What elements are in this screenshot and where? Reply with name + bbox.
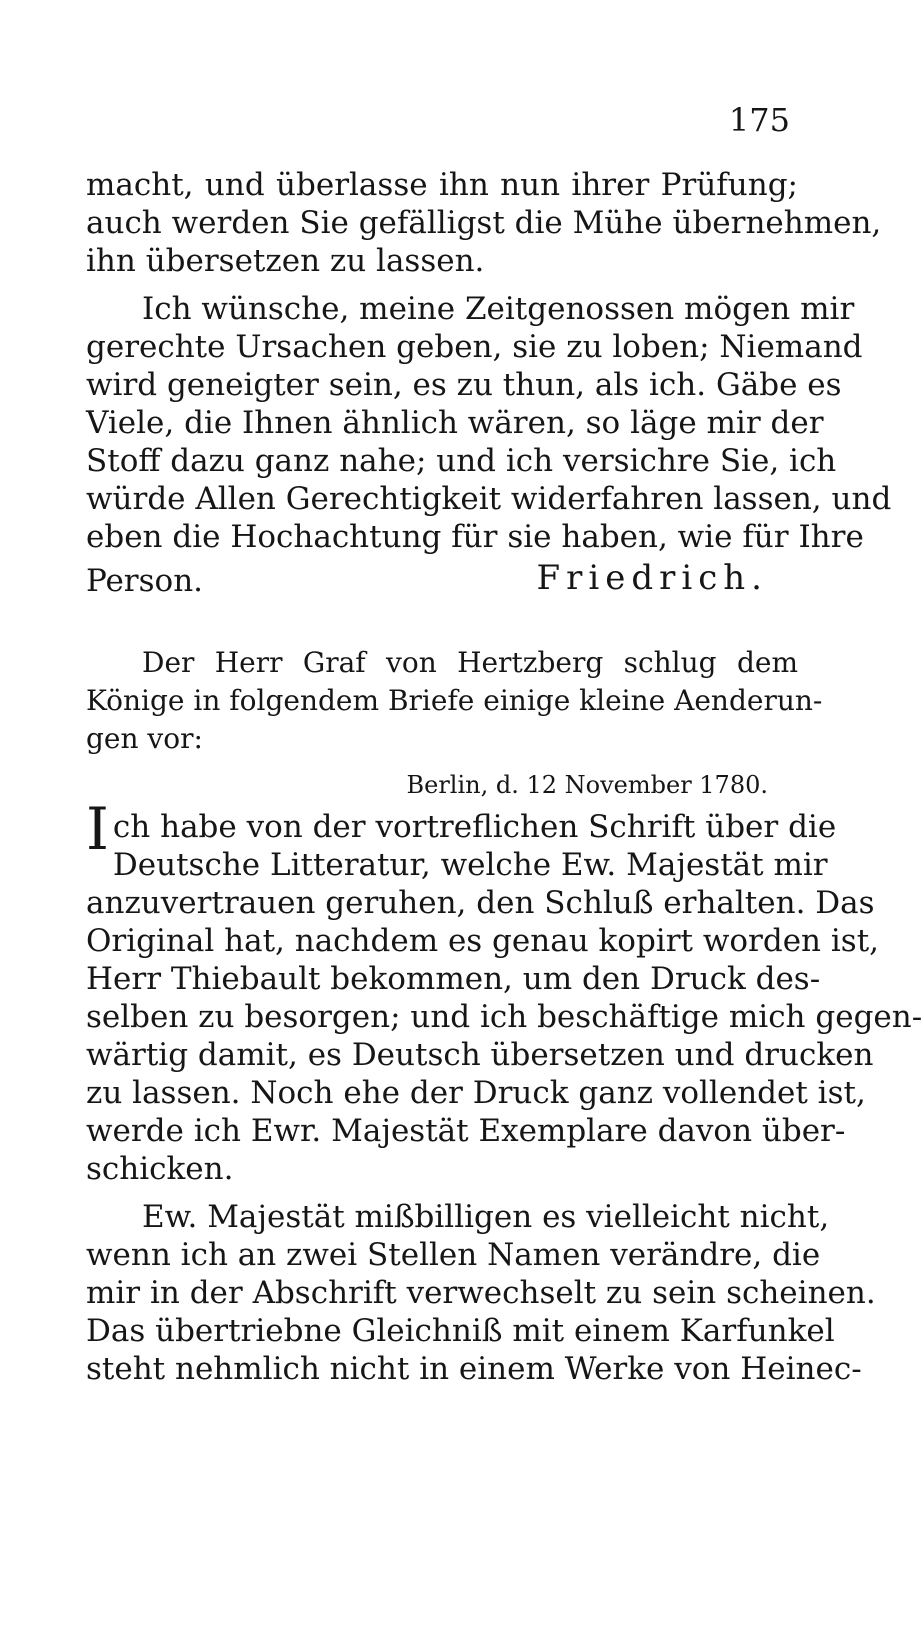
text-line: Ew. Majestät mißbilligen es vielleicht nicht, — [142, 1199, 830, 1235]
text-line: Herr Thiebault bekommen, um den Druck des- — [86, 961, 821, 997]
text-line: wärtig damit, es Deutsch übersetzen und drucken — [86, 1037, 874, 1073]
text-line: wenn ich an zwei Stellen Namen verändre, die — [86, 1237, 821, 1273]
letter-paragraph-2 — [86, 1198, 876, 1388]
signature: Friedrich. — [536, 558, 768, 598]
paragraph-1 — [86, 166, 882, 280]
text-line: Das übertriebne Gleichniß mit einem Karfunkel — [86, 1313, 835, 1349]
text-line: zu lassen. Noch ehe der Druck ganz vollendet ist, — [86, 1075, 866, 1111]
text-line: macht, und überlasse ihn nun ihrer Prüfung; — [86, 167, 798, 203]
text-line: eben die Hochachtung für sie haben, wie für Ihre — [86, 519, 864, 555]
paragraph-2 — [86, 290, 892, 600]
text-line: Viele, die Ihnen ähnlich wären, so läge mir der — [86, 405, 824, 441]
text-line: selben zu besorgen; und ich beschäftige mich gegen- — [86, 999, 922, 1035]
text-line: werde ich Ewr. Majestät Exemplare davon über- — [86, 1113, 846, 1149]
text-line: mir in der Abschrift verwechselt zu sein scheinen. — [86, 1275, 876, 1311]
text-line: gen vor: — [86, 722, 203, 755]
first-line-text: ch habe von der vortreflichen Schrift über die — [112, 809, 837, 845]
text-line: würde Allen Gerechtigkeit widerfahren lassen, und — [86, 481, 892, 517]
text-line: Stoff dazu ganz nahe; und ich versichre Sie, ich — [86, 443, 837, 479]
intro-paragraph — [86, 644, 823, 758]
text-line: schicken. — [86, 1151, 234, 1187]
text-line: steht nehmlich nicht in einem Werke von Heinec- — [86, 1351, 862, 1387]
text-line: anzuvertrauen geruhen, den Schluß erhalten. Das — [86, 885, 875, 921]
text-line: Deutsche Litteratur, welche Ew. Majestät mir — [112, 847, 828, 883]
text-line: Ich wünsche, meine Zeitgenossen mögen mir — [142, 291, 855, 327]
text-line: ihn übersetzen zu lassen. — [86, 243, 485, 279]
text-line: auch werden Sie gefälligst die Mühe übernehmen, — [86, 205, 882, 241]
drop-cap: I — [86, 795, 109, 863]
text-line: Könige in folgendem Briefe einige kleine Aenderun- — [86, 684, 823, 717]
text-line: Person. — [86, 563, 204, 599]
text-line: gerechte Ursachen geben, sie zu loben; Niemand — [86, 329, 863, 365]
text-line: wird geneigter sein, es zu thun, als ich. Gäbe es — [86, 367, 842, 403]
page-number: 175 — [728, 101, 790, 139]
text-line — [86, 795, 837, 863]
letter-paragraph-1 — [86, 795, 922, 1188]
signature-line — [86, 556, 798, 600]
text-line: Original hat, nachdem es genau kopirt worden ist, — [86, 923, 880, 959]
text-line: Der Herr Graf von Hertzberg schlug dem — [142, 646, 798, 679]
letter-dateline: Berlin, d. 12 November 1780. — [406, 771, 768, 799]
